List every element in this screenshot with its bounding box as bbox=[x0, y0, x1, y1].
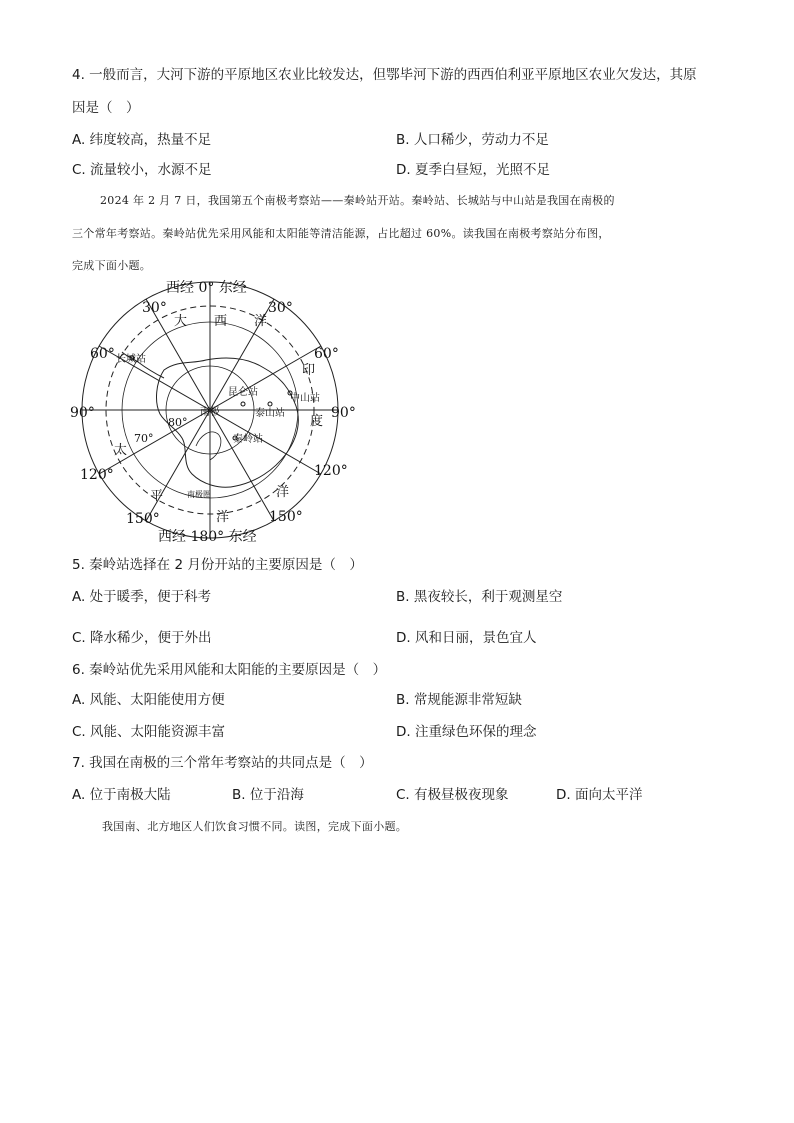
q5-option-b[interactable]: B. 黑夜较长，利于观测星空 bbox=[396, 589, 563, 605]
ocean-atlantic-2: 西 bbox=[214, 314, 228, 329]
q5-option-d[interactable]: D. 风和日丽，景色宜人 bbox=[396, 630, 537, 646]
q5-option-a[interactable]: A. 处于暖季，便于科考 bbox=[72, 589, 212, 605]
ocean-pacific-3: 洋 bbox=[216, 510, 230, 525]
south-pole-label: 南极 bbox=[200, 407, 220, 418]
lat-80-label: 80° bbox=[168, 416, 188, 429]
q7-stem: 7. 我国在南极的三个常年考察站的共同点是（ ） bbox=[72, 755, 373, 771]
label-bottom: 西经 180° 东经 bbox=[158, 529, 257, 545]
station-qinling: 秦岭站 bbox=[233, 434, 263, 445]
station-taishan: 泰山站 bbox=[255, 408, 285, 419]
lon-150-right: 150° bbox=[269, 509, 303, 525]
lon-120-right: 120° bbox=[314, 463, 348, 479]
ocean-pacific-2: 平 bbox=[150, 489, 164, 504]
passage1-line1: 2024 年 2 月 7 日，我国第五个南极考察站——秦岭站开站。秦岭站、长城站与中山站是我国在南极的 bbox=[100, 194, 615, 207]
antarctic-circle-label: 南极圈 bbox=[187, 490, 211, 499]
station-kunlun-dot bbox=[241, 402, 245, 406]
lon-30-right: 30° bbox=[268, 300, 293, 316]
passage1-line2: 三个常年考察站。秦岭站优先采用风能和太阳能等清洁能源，占比超过 60%。读我国在南极考察站分布图， bbox=[72, 227, 610, 240]
ocean-indian-3: 洋 bbox=[276, 485, 290, 500]
lon-90-left: 90° bbox=[70, 405, 95, 421]
q7-option-c[interactable]: C. 有极昼极夜现象 bbox=[396, 787, 509, 803]
lon-120-left: 120° bbox=[80, 467, 114, 483]
q4-option-b[interactable]: B. 人口稀少，劳动力不足 bbox=[396, 132, 549, 148]
ocean-atlantic-1: 大 bbox=[174, 314, 188, 329]
q4-option-c[interactable]: C. 流量较小，水源不足 bbox=[72, 162, 212, 178]
q7-option-a[interactable]: A. 位于南极大陆 bbox=[72, 787, 171, 803]
q6-option-c[interactable]: C. 风能、太阳能资源丰富 bbox=[72, 724, 226, 740]
station-kunlun: 昆仑站 bbox=[228, 387, 258, 398]
lon-60-left: 60° bbox=[90, 346, 115, 362]
ocean-indian-1: 印 bbox=[302, 363, 316, 378]
antarctica-station-map bbox=[60, 278, 370, 550]
q6-option-b[interactable]: B. 常规能源非常短缺 bbox=[396, 692, 522, 708]
passage2-line1: 我国南、北方地区人们饮食习惯不同。读图，完成下面小题。 bbox=[102, 820, 408, 833]
q4-option-a[interactable]: A. 纬度较高，热量不足 bbox=[72, 132, 212, 148]
lon-150-left: 150° bbox=[126, 511, 160, 527]
station-taishan-dot bbox=[268, 402, 272, 406]
q7-option-b[interactable]: B. 位于沿海 bbox=[232, 787, 304, 803]
q4-stem-line1: 4. 一般而言，大河下游的平原地区农业比较发达，但鄂毕河下游的西西伯利亚平原地区农业欠发达，其原 bbox=[72, 67, 697, 83]
q5-option-c[interactable]: C. 降水稀少，便于外出 bbox=[72, 630, 212, 646]
lon-90-right: 90° bbox=[331, 405, 356, 421]
passage1-line3: 完成下面小题。 bbox=[72, 259, 152, 272]
station-zhongshan: 中山站 bbox=[290, 393, 320, 404]
station-changcheng: 长城站 bbox=[116, 354, 146, 365]
ocean-atlantic-3: 洋 bbox=[254, 314, 268, 329]
q6-option-d[interactable]: D. 注重绿色环保的理念 bbox=[396, 724, 537, 740]
q6-option-a[interactable]: A. 风能、太阳能使用方便 bbox=[72, 692, 225, 708]
label-top: 西经 0° 东经 bbox=[166, 280, 247, 296]
lat-70-label: 70° bbox=[134, 432, 154, 445]
q6-stem: 6. 秦岭站优先采用风能和太阳能的主要原因是（ ） bbox=[72, 662, 387, 678]
lon-60-right: 60° bbox=[314, 346, 339, 362]
ocean-pacific-1: 太 bbox=[114, 443, 128, 458]
q4-stem-line2: 因是（ ） bbox=[72, 100, 140, 116]
q4-option-d[interactable]: D. 夏季白昼短，光照不足 bbox=[396, 162, 550, 178]
q5-stem: 5. 秦岭站选择在 2 月份开站的主要原因是（ ） bbox=[72, 557, 363, 573]
ocean-indian-2: 度 bbox=[310, 414, 324, 429]
lon-30-left: 30° bbox=[142, 300, 167, 316]
q7-option-d[interactable]: D. 面向太平洋 bbox=[556, 787, 643, 803]
ross-ice-shelf bbox=[196, 432, 221, 460]
